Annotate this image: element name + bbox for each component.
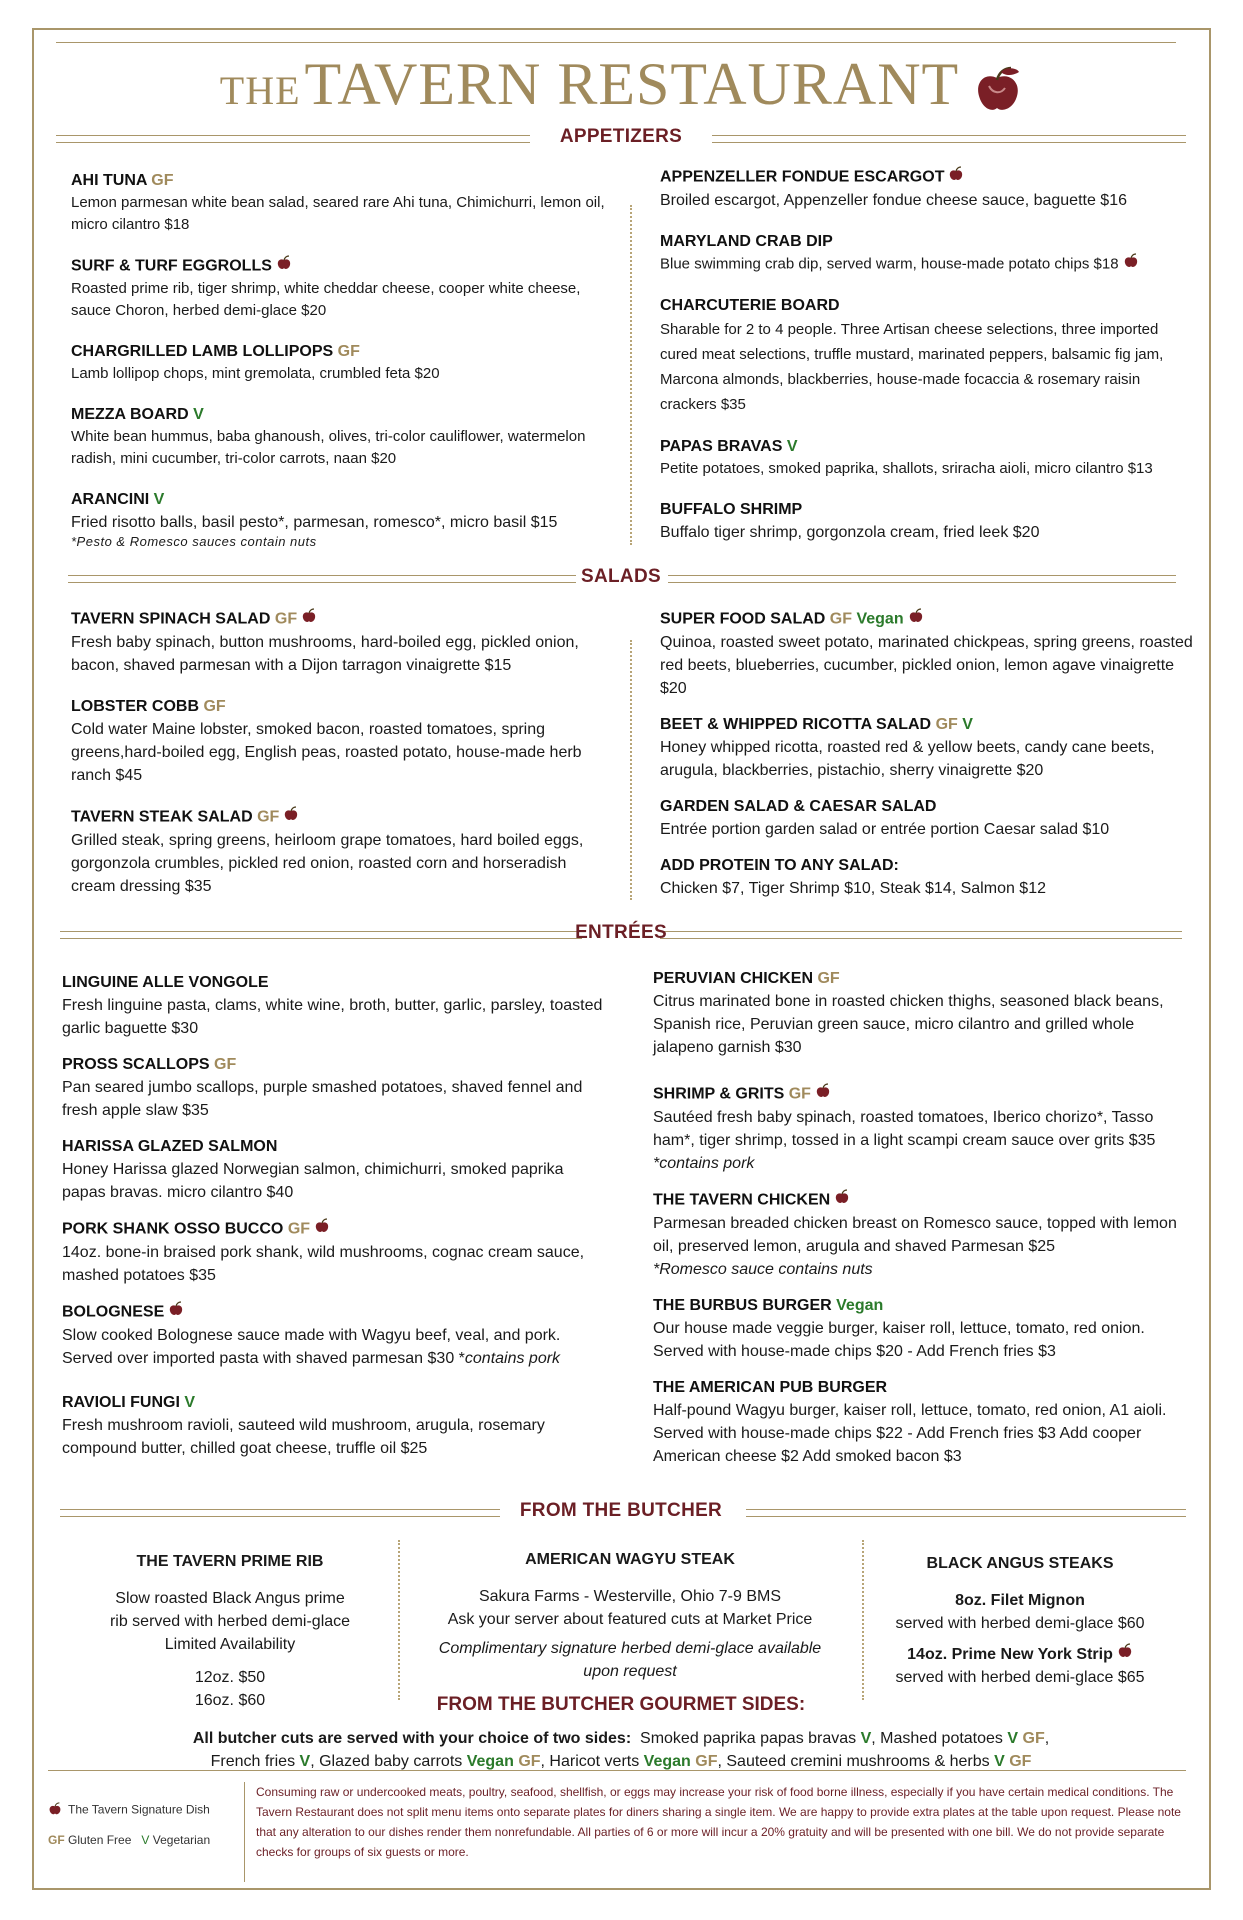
menu-item: PORK SHANK OSSO BUCCO GF 14oz. bone-in braised pork shank, wild mushrooms, cognac cream sauce, mashed potatoes $35 [62, 1218, 607, 1287]
disclaimer-text: Consuming raw or undercooked meats, poultry, seafood, shellfish, or eggs may increase your risk of food borne illness, especially if you have certain medical conditions. The Tavern Restaurant does not split menu items onto separate plates for diners sharing a single item. We are happy to provide extra plates at the table upon request. Please note that any alteration to our dishes render them nonrefundable. All parties of 6 or more will incur a 20% gratuity and will be presented with one bill. We do not provide separate checks for groups of six guests or more. [256, 1785, 1181, 1859]
entrees-header [56, 922, 1186, 948]
entrees-right-column [653, 968, 1193, 1487]
menu-item: PROSS SCALLOPS GF Pan seared jumbo scallops, purple smashed potatoes, shaved fennel and fresh apple slaw $35 [62, 1056, 583, 1119]
butcher-header [56, 1500, 1186, 1526]
top-rule [56, 42, 1176, 43]
menu-item: CHARCUTERIE BOARD Sharable for 2 to 4 people. Three Artisan cheese selections, three imported cured meat selections, truffle mustard, marinated peppers, balsamic fig jam, Marcona almonds, blackberries, house-made focaccia & rosemary raisin crackers $35 [660, 297, 1164, 413]
menu-item: BEET & WHIPPED RICOTTA SALAD GF V Honey whipped ricotta, roasted red & yellow beets, candy cane beets, arugula, blackberries, pistachio, sherry vinaigrette $20 [660, 716, 1155, 779]
signature-dish-icon [276, 255, 292, 278]
restaurant-title [0, 50, 1243, 129]
appetizers-header [56, 126, 1186, 152]
signature-dish-icon [948, 166, 964, 189]
menu-item: GARDEN SALAD & CAESAR SALAD Entrée portion garden salad or entrée portion Caesar salad $10 [660, 798, 1110, 838]
menu-item: PERUVIAN CHICKEN GF Citrus marinated bone in roasted chicken thighs, seasoned black beans, Spanish rice, Peruvian green sauce, micro cilantro and grilled whole jalapeno garnish $30 [653, 970, 1164, 1056]
appetizers-heading: APPETIZERS [559, 126, 683, 147]
menu-item: CHARGRILLED LAMB LOLLIPOPS GF Lamb lollipop chops, mint gremolata, crumbled feta $20 [71, 343, 440, 382]
angus-block: BLACK ANGUS STEAKS 8oz. Filet Mignon served with herbed demi-glace $60 14oz. Prime New York Strip served with herbed demi-glace $65 [895, 1555, 1145, 1687]
menu-item: SURF & TURF EGGROLLS Roasted prime rib, tiger shrimp, white cheddar cheese, cooper white cheese, sauce Choron, herbed demi-glace $20 [71, 255, 611, 322]
signature-dish-icon [283, 806, 299, 829]
column-divider [630, 640, 632, 900]
entrees-left-column [62, 972, 607, 1479]
sides-heading: FROM THE BUTCHER GOURMET SIDES: [436, 1694, 806, 1715]
wagyu-block: AMERICAN WAGYU STEAK Sakura Farms - Westerville, Ohio 7-9 BMS Ask your server about featured cuts at Market Price Complimentary signature herbed demi-glace available upon request [438, 1551, 822, 1680]
menu-item: AHI TUNA GF Lemon parmesan white bean salad, seared rare Ahi tuna, Chimichurri, lemon oil, micro cilantro $18 [71, 172, 605, 233]
apple-logo-icon [971, 64, 1023, 121]
footer-rule [48, 1770, 1186, 1771]
signature-dish-icon [815, 1083, 831, 1106]
menu-item: APPENZELLER FONDUE ESCARGOT Broiled escargot, Appenzeller fondue cheese sauce, baguette $16 [660, 166, 1200, 212]
menu-item: RAVIOLI FUNGI V Fresh mushroom ravioli, sauteed wild mushroom, arugula, rosemary compound butter, chilled goat cheese, truffle oil $25 [62, 1394, 545, 1457]
salads-left-column [71, 608, 611, 917]
signature-dish-icon [1123, 253, 1139, 276]
column-divider [630, 205, 632, 545]
title-the: THE [219, 68, 301, 113]
signature-dish-icon [314, 1218, 330, 1241]
menu-item: BOLOGNESE Slow cooked Bolognese sauce made with Wagyu beef, veal, and pork. Served over imported pasta with shaved parmesan $30 *contains pork [62, 1301, 607, 1370]
menu-item: ADD PROTEIN TO ANY SALAD: Chicken $7, Tiger Shrimp $10, Steak $14, Salmon $12 [660, 857, 1046, 897]
menu-item: PAPAS BRAVAS V Petite potatoes, smoked paprika, shallots, sriracha aioli, micro cilantro $13 [660, 438, 1153, 477]
entrees-heading: ENTRÉES [575, 922, 667, 943]
menu-item: SHRIMP & GRITS GF Sautéed fresh baby spinach, roasted tomatoes, Iberico chorizo*, Tasso ham*, tiger shrimp, tossed in a light scampi cream sauce over grits $35 *contains pork [653, 1083, 1193, 1175]
signature-dish-icon [48, 1802, 62, 1819]
butcher-heading: FROM THE BUTCHER [519, 1500, 723, 1521]
menu-item: THE BURBUS BURGER Vegan Our house made veggie burger, kaiser roll, lettuce, tomato, red onion. Served with house-made chips $20 - Add French fries $3 [653, 1297, 1145, 1360]
salads-heading: SALADS [581, 566, 661, 587]
signature-dish-icon [908, 608, 924, 631]
signature-dish-icon [301, 608, 317, 631]
appetizers-right-column [660, 166, 1200, 563]
menu-item: BUFFALO SHRIMP Buffalo tiger shrimp, gorgonzola cream, fried leek $20 [660, 501, 1040, 541]
appetizers-left-column [71, 170, 611, 568]
menu-item: TAVERN STEAK SALAD GF Grilled steak, spring greens, heirloom grape tomatoes, hard boiled eggs, gorgonzola crumbles, pickled red onion, roasted corn and horseradish cream dressing $35 [71, 806, 611, 898]
signature-dish-icon [168, 1301, 184, 1324]
signature-dish-icon [1117, 1643, 1133, 1666]
menu-item: MEZZA BOARD V White bean hummus, baba ghanoush, olives, tri-color cauliflower, watermelon radish, mini cucumber, tri-color carrots, naan $20 [71, 406, 586, 467]
signature-dish-icon [834, 1189, 850, 1212]
sides-list: All butcher cuts are served with your choice of two sides: Smoked paprika papas bravas V, Mashed potatoes V GF, French fries V, Glazed baby carrots Vegan GF, Haricot verts Vegan GF, Sauteed cremini mushrooms & herbs V GF [192, 1730, 1050, 1770]
menu-item: THE AMERICAN PUB BURGER Half-pound Wagyu burger, kaiser roll, lettuce, tomato, red onion, A1 aioli. Served with house-made chips $22 - Add French fries $3 Add cooper American cheese $2 Add smoked bacon $3 [653, 1379, 1167, 1465]
salads-right-column [660, 608, 1200, 919]
prime-rib-block: THE TAVERN PRIME RIB Slow roasted Black Angus prime rib served with herbed demi-glace Limited Availability 12oz. $50 16oz. $60 [109, 1553, 351, 1709]
legend: The Tavern Signature Dish GF Gluten Free V Vegetarian [48, 1802, 211, 1847]
menu-item: LINGUINE ALLE VONGOLE Fresh linguine pasta, clams, white wine, broth, butter, garlic, parsley, toasted garlic baguette $30 [62, 974, 603, 1037]
title-name: TAVERN RESTAURANT [304, 51, 960, 117]
menu-item: HARISSA GLAZED SALMON Honey Harissa glazed Norwegian salmon, chimichurri, smoked paprika papas bravas. micro cilantro $40 [62, 1138, 564, 1201]
menu-item: THE TAVERN CHICKEN Parmesan breaded chicken breast on Romesco sauce, topped with lemon oil, preserved lemon, arugula and shaved Parmesan $25 *Romesco sauce contains nuts [653, 1189, 1193, 1281]
menu-item: LOBSTER COBB GF Cold water Maine lobster, smoked bacon, roasted tomatoes, spring greens,hard-boiled egg, English peas, roasted potato, house-made herb ranch $45 [71, 698, 582, 784]
menu-item: ARANCINI V Fried risotto balls, basil pesto*, parmesan, romesco*, micro basil $15 *Pesto & Romesco sauces contain nuts [71, 491, 558, 549]
footer-divider [244, 1782, 245, 1882]
menu-item: MARYLAND CRAB DIP Blue swimming crab dip, served warm, house-made potato chips $18 [660, 231, 1200, 276]
salads-header [56, 566, 1186, 592]
menu-item: SUPER FOOD SALAD GF Vegan Quinoa, roasted sweet potato, marinated chickpeas, spring greens, roasted red beets, blueberries, cucumber, pickled onion, lemon agave vinaigrette $20 [660, 608, 1200, 700]
column-divider [398, 1540, 400, 1700]
column-divider [862, 1540, 864, 1700]
menu-item: TAVERN SPINACH SALAD GF Fresh baby spinach, button mushrooms, hard-boiled egg, pickled onion, bacon, shaved parmesan with a Dijon tarragon vinaigrette $15 [71, 608, 611, 677]
